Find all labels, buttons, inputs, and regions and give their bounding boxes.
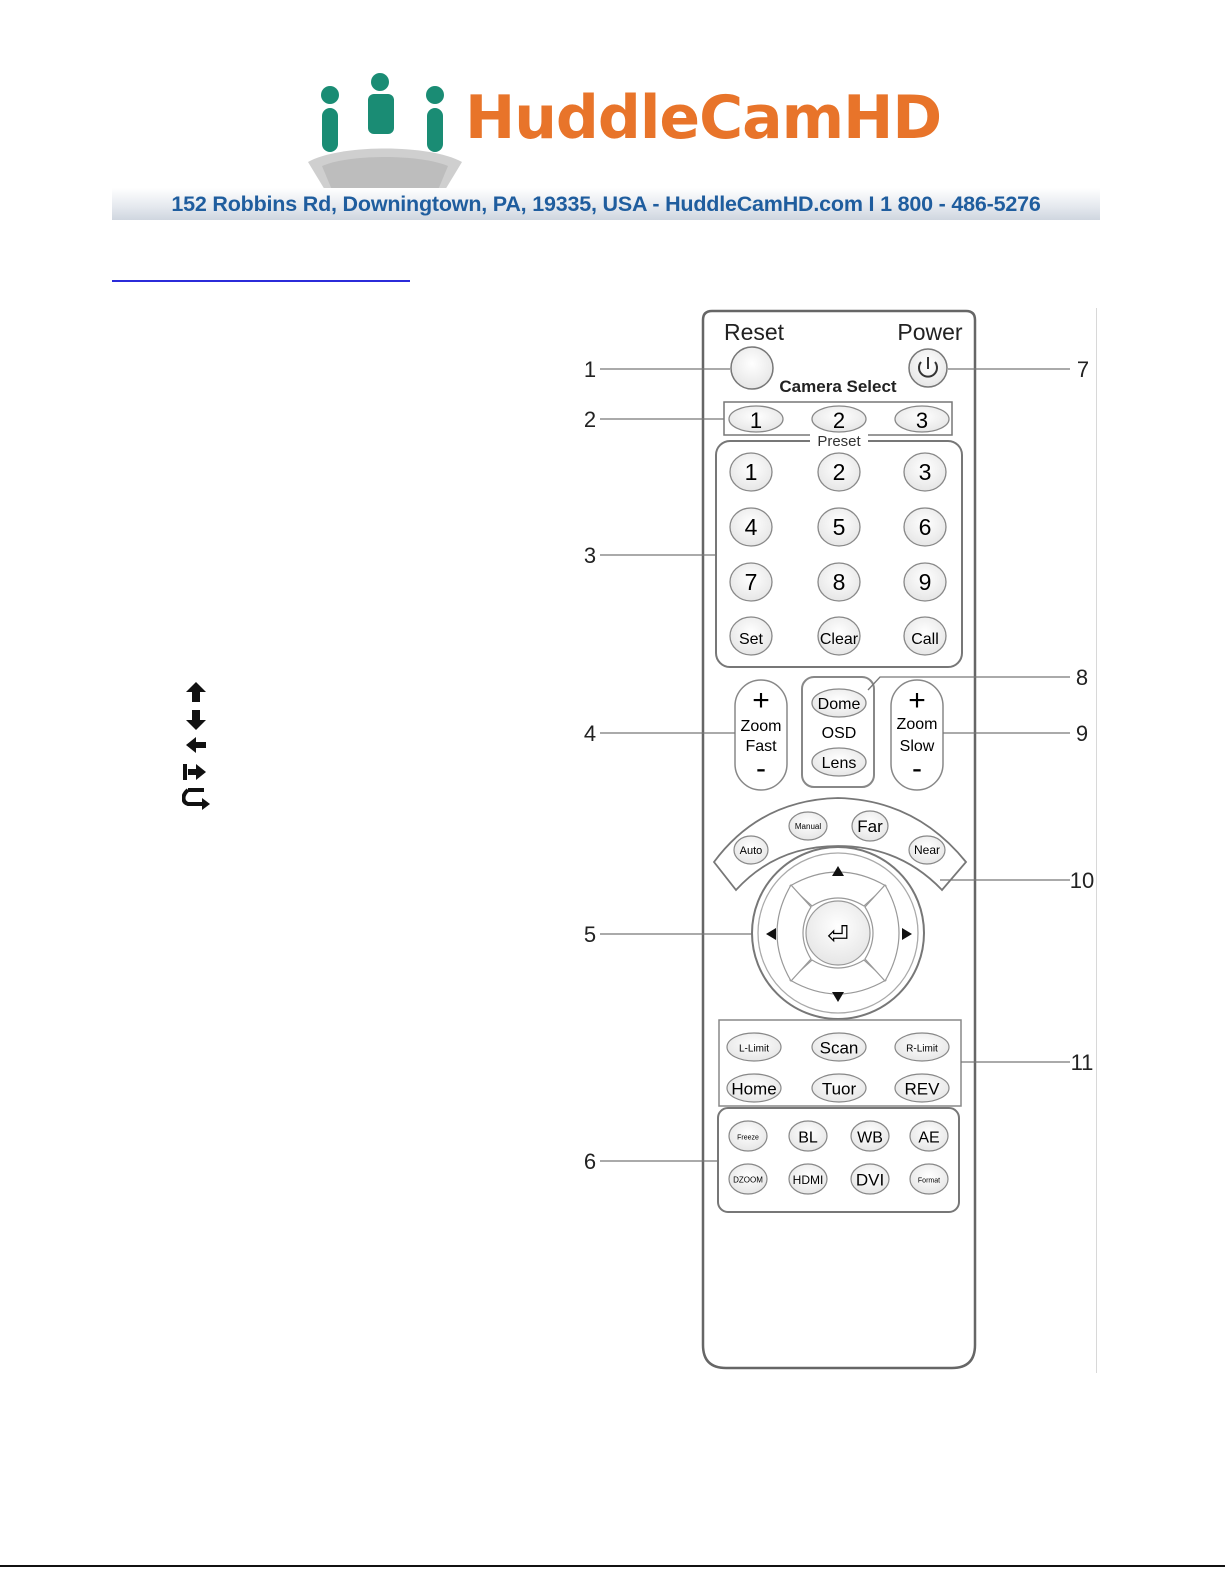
preset-4-label: 4 [744,514,758,540]
dzoom-label: DZOOM [733,1175,763,1185]
camera-select-label: Camera Select [779,377,897,396]
dvi-label: DVI [855,1170,885,1190]
r-limit-label: R-Limit [906,1043,938,1055]
lens-label: Lens [821,755,857,772]
scan-label: Scan [819,1038,859,1058]
zoom-slow-minus: - [912,752,922,785]
callout-9: 9 [1075,721,1089,746]
page-bottom-rule [0,1565,1225,1567]
arrow-left-icon [186,737,206,753]
callout-5: 5 [583,922,597,947]
direction-legend [182,680,222,815]
preset-clear-label: Clear [819,631,859,648]
callout-1: 1 [583,357,597,382]
callout-3: 3 [583,543,597,568]
focus-auto-label: Auto [739,845,763,857]
camera-1-label: 1 [749,408,763,433]
zoom-slow-label-2: Slow [899,738,935,755]
contact-address-banner: 152 Robbins Rd, Downingtown, PA, 19335, USA - HuddleCamHD.com I 1 800 - 486-5276 [112,188,1100,220]
callout-4: 4 [583,721,597,746]
preset-6-label: 6 [918,514,932,540]
preset-8-label: 8 [832,569,846,595]
callout-6: 6 [583,1149,597,1174]
remote-control-diagram [560,300,1120,1375]
preset-set-label: Set [738,631,764,648]
home-label: Home [731,1079,777,1099]
huddlecam-logo [300,70,470,195]
zoom-fast-label: Zoom [740,718,782,735]
reset-button[interactable] [731,347,773,389]
osd-label: OSD [821,725,857,742]
arrow-right-icon [183,764,206,780]
freeze-label: Freeze [737,1134,759,1142]
preset-5-label: 5 [832,514,846,540]
preset-9-label: 9 [918,569,932,595]
bl-label: BL [798,1129,818,1147]
callout-11: 11 [1070,1050,1094,1075]
wb-label: WB [857,1129,883,1147]
preset-label: Preset [817,433,861,450]
callout-8: 8 [1075,665,1089,690]
focus-manual-label: Manual [794,822,822,831]
preset-1-label: 1 [744,459,758,485]
l-limit-label: L-Limit [738,1043,770,1055]
enter-icon: ⏎ [827,920,849,950]
ae-label: AE [918,1129,940,1147]
dome-label: Dome [817,696,861,713]
arrow-up-icon [186,682,206,702]
zoom-slow-label: Zoom [896,716,938,733]
zoom-slow-plus: + [908,684,926,717]
preset-2-label: 2 [832,459,846,485]
callout-7: 7 [1076,357,1090,382]
hyperlink-underline[interactable] [112,280,410,282]
callout-2: 2 [583,407,597,432]
camera-select-buttons [729,406,949,433]
format-label: Format [917,1177,941,1185]
page-margin-line [1096,308,1097,1373]
camera-2-label: 2 [832,408,846,433]
hdmi-label: HDMI [792,1173,824,1187]
tuor-label: Tuor [821,1079,857,1099]
preset-3-label: 3 [918,459,932,485]
return-icon [184,790,211,810]
reset-label: Reset [723,319,785,345]
preset-call-label: Call [911,631,939,648]
focus-near-label: Near [913,843,941,857]
rev-label: REV [904,1079,940,1099]
zoom-fast-plus: + [752,684,770,717]
callout-10: 10 [1069,868,1095,893]
arrow-down-icon [186,710,206,730]
camera-3-label: 3 [915,408,929,433]
zoom-fast-label-2: Fast [745,738,777,755]
zoom-fast-minus: - [756,752,766,785]
focus-far-label: Far [857,817,883,836]
preset-7-label: 7 [744,569,758,595]
brand-name: HuddleCamHD [465,83,942,153]
power-label: Power [897,319,963,345]
